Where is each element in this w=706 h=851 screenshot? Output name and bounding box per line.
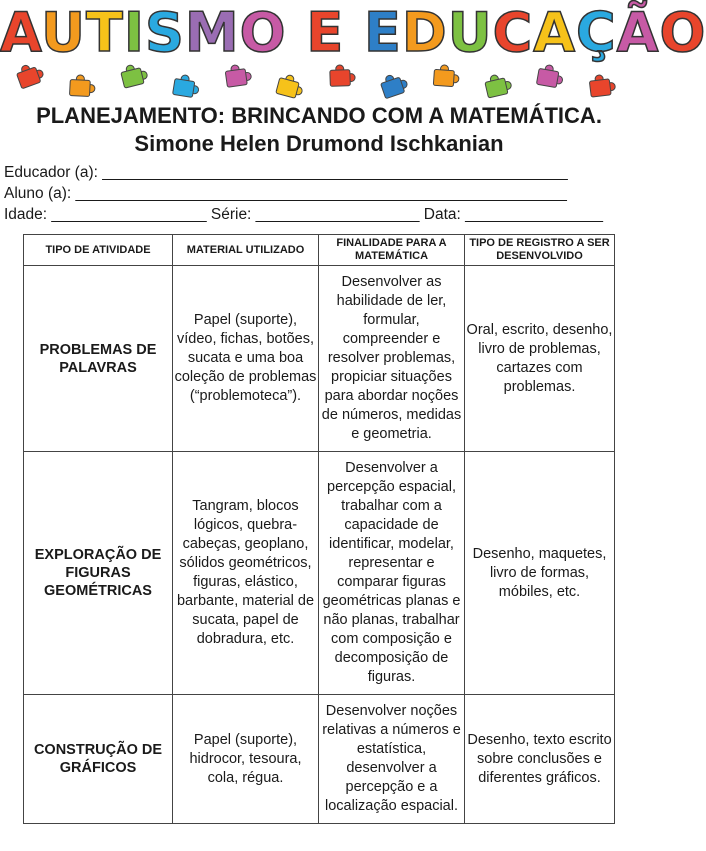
aluno-field: Aluno (a): _________________________________________________________ <box>4 185 567 202</box>
finalidade-cell: Desenvolver as habilidade de ler, formular, compreender e resolver problemas, propiciar situações para abordar noções de números, medidas e geometria. <box>319 266 465 452</box>
banner-letter: M <box>184 1 240 64</box>
material-cell: Papel (suporte), vídeo, fichas, botões, sucata e uma boa coleção de problemas (“problemoteca”). <box>173 266 319 452</box>
table-row <box>24 452 615 695</box>
banner-letter: U <box>41 1 86 64</box>
header-registro: TIPO DE REGISTRO A SER DESENVOLVIDO <box>465 235 615 266</box>
banner-title <box>0 1 706 64</box>
finalidade-cell: Desenvolver noções relativas a números e estatística, desenvolver a percepção e a localização espacial. <box>319 695 465 824</box>
banner-letter: I <box>123 1 145 64</box>
puzzle-piece-icon <box>330 64 356 86</box>
activity-type: CONSTRUÇÃO DE GRÁFICOS <box>24 695 173 824</box>
puzzle-piece-icon <box>225 63 253 87</box>
banner-letter: Ç <box>576 1 617 64</box>
puzzle-piece-icon <box>433 64 459 87</box>
puzzle-pieces-decoration <box>0 58 638 98</box>
banner-letter <box>287 1 307 64</box>
banner-letter <box>344 1 364 64</box>
header-material: MATERIAL UTILIZADO <box>173 235 319 266</box>
registro-cell: Oral, escrito, desenho, livro de problemas, cartazes com problemas. <box>465 266 615 452</box>
page-title: PLANEJAMENTO: BRINCANDO COM A MATEMÁTICA. <box>36 103 602 128</box>
banner-letter: E <box>364 1 402 64</box>
activity-table <box>23 234 615 824</box>
finalidade-cell: Desenvolver a percepção espacial, trabalhar com a capacidade de identificar, modelar, representar e comparar figuras geométricas planas e não planas, trabalhar com composição e decomposição de figuras. <box>319 452 465 695</box>
banner-letter: D <box>401 1 448 64</box>
banner-letter: U <box>447 1 493 64</box>
puzzle-piece-icon <box>69 74 95 96</box>
banner <box>0 0 706 100</box>
header-tipo-atividade: TIPO DE ATIVIDADE <box>24 235 173 266</box>
registro-cell: Desenho, texto escrito sobre conclusões e diferentes gráficos. <box>465 695 615 824</box>
banner-letter: T <box>86 1 124 64</box>
idade-serie-data-field: Idade: __________________ Série: ___________________ Data: ________________ <box>4 206 604 223</box>
banner-letter: A <box>533 1 577 64</box>
banner-letter: O <box>239 1 287 64</box>
banner-letter: S <box>144 1 185 64</box>
registro-cell: Desenho, maquetes, livro de formas, móbiles, etc. <box>465 452 615 695</box>
puzzle-piece-icon <box>276 73 306 100</box>
header-finalidade: FINALIDADE PARA A MATEMÁTICA <box>319 235 465 266</box>
banner-letter: C <box>492 1 534 64</box>
table-row <box>24 695 615 824</box>
activity-type: PROBLEMAS DE PALAVRAS <box>24 266 173 452</box>
puzzle-piece-icon <box>589 73 616 97</box>
table-header-row <box>24 235 615 266</box>
educador-field: Educador (a): ______________________________________________________ <box>4 164 568 181</box>
puzzle-piece-icon <box>173 74 201 99</box>
material-cell: Tangram, blocos lógicos, quebra-cabeças, geoplano, sólidos geométricos, figuras, elástico, barbante, material de sucata, papel de dobradura, etc. <box>173 452 319 695</box>
banner-letter: Ã <box>616 1 660 64</box>
banner-letter: O <box>659 1 706 64</box>
puzzle-piece-icon <box>120 62 149 88</box>
material-cell: Papel (suporte), hidrocor, tesoura, cola, régua. <box>173 695 319 824</box>
author-name: Simone Helen Drumond Ischkanian <box>134 131 504 156</box>
puzzle-piece-icon <box>15 61 46 89</box>
activity-type: EXPLORAÇÃO DE FIGURAS GEOMÉTRICAS <box>24 452 173 695</box>
puzzle-piece-icon <box>379 71 409 99</box>
banner-letter: E <box>306 1 345 64</box>
puzzle-piece-icon <box>484 72 513 98</box>
banner-letter: A <box>0 1 42 64</box>
puzzle-piece-icon <box>536 63 564 88</box>
table-row <box>24 266 615 452</box>
